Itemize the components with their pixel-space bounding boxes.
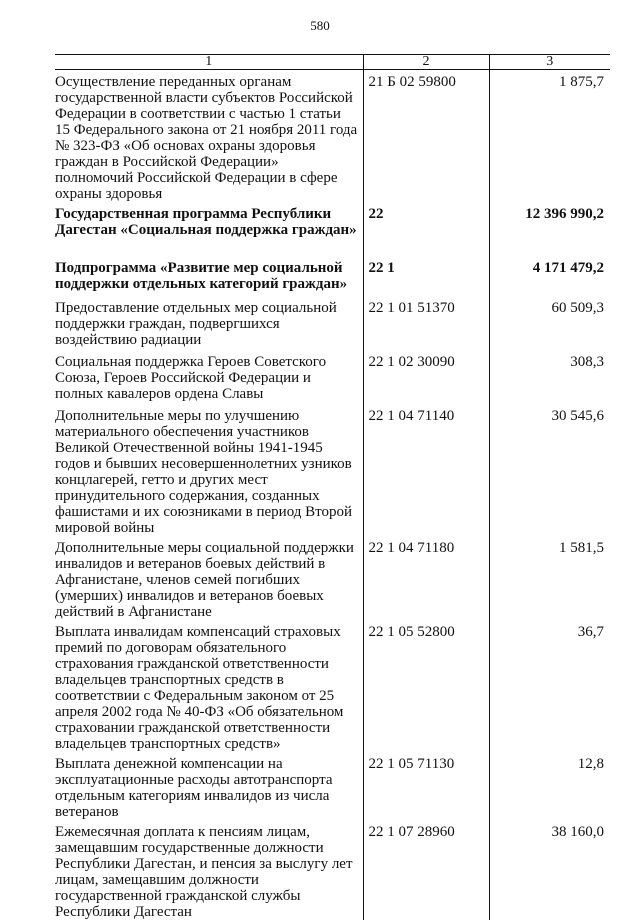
row-amount: 4 171 479,2 — [489, 256, 610, 296]
table-body — [55, 70, 610, 920]
row-name: Выплата денежной компенсации на эксплуатационные расходы автотранспорта отдельным категориям инвалидов из числа ветеранов — [55, 752, 363, 820]
row-name: Подпрограмма «Развитие мер социальной поддержки отдельных категорий граждан» — [55, 256, 363, 296]
budget-table-container — [55, 54, 610, 920]
page-number: 580 — [0, 18, 640, 34]
row-name: Государственная программа Республики Дагестан «Социальная поддержка граждан» — [55, 202, 363, 256]
row-name: Ежемесячная доплата к пенсиям лицам, замещавшим государственные должности Республики Дагестан, и пенсия за выслугу лет лицам, замещавшим должности государственной гражданской службы Республики Дагестан — [55, 820, 363, 920]
row-name: Дополнительные меры по улучшению материального обеспечения участников Великой Отечественной войны 1941-1945 годов и бывших несовершеннолетних узников концлагерей, гетто и других мест принудительного содержания, созданных фашистами и их союзниками в период Второй мировой войны — [55, 404, 363, 536]
row-code: 22 1 05 71130 — [363, 752, 489, 820]
table-row — [55, 350, 610, 404]
column-header-1: 1 — [55, 55, 363, 70]
table-row — [55, 256, 610, 296]
row-code: 22 1 01 51370 — [363, 296, 489, 350]
row-name: Осуществление переданных органам государственной власти субъектов Российской Федерации в соответствии с частью 1 статьи 15 Федерального закона от 21 ноября 2011 года № 323-ФЗ «Об основах охраны здоровья граждан в Российской Федерации» полномочий Российской Федерации в сфере охраны здоровья — [55, 70, 363, 203]
row-code: 22 1 — [363, 256, 489, 296]
row-code: 22 1 04 71140 — [363, 404, 489, 536]
row-amount: 1 581,5 — [489, 536, 610, 620]
table-row — [55, 620, 610, 752]
row-code: 22 1 04 71180 — [363, 536, 489, 620]
header-row — [55, 55, 610, 70]
row-code: 22 — [363, 202, 489, 256]
table-row — [55, 404, 610, 536]
row-name: Социальная поддержка Героев Советского Союза, Героев Российской Федерации и полных кавалеров ордена Славы — [55, 350, 363, 404]
table-header — [55, 55, 610, 70]
row-amount: 30 545,6 — [489, 404, 610, 536]
row-amount: 12 396 990,2 — [489, 202, 610, 256]
table-row — [55, 820, 610, 920]
row-amount: 12,8 — [489, 752, 610, 820]
table-row — [55, 296, 610, 350]
table-row — [55, 70, 610, 203]
column-header-3: 3 — [489, 55, 610, 70]
budget-table — [55, 54, 610, 920]
row-code: 22 1 07 28960 — [363, 820, 489, 920]
row-amount: 60 509,3 — [489, 296, 610, 350]
row-code: 22 1 05 52800 — [363, 620, 489, 752]
column-header-2: 2 — [363, 55, 489, 70]
table-row — [55, 752, 610, 820]
row-name: Дополнительные меры социальной поддержки инвалидов и ветеранов боевых действий в Афганистане, членов семей погибших (умерших) инвалидов и ветеранов боевых действий в Афганистане — [55, 536, 363, 620]
table-row — [55, 536, 610, 620]
row-code: 21 Б 02 59800 — [363, 70, 489, 203]
row-amount: 38 160,0 — [489, 820, 610, 920]
row-amount: 1 875,7 — [489, 70, 610, 203]
row-code: 22 1 02 30090 — [363, 350, 489, 404]
row-name: Предоставление отдельных мер социальной поддержки граждан, подвергшихся воздействию радиации — [55, 296, 363, 350]
row-name: Выплата инвалидам компенсаций страховых премий по договорам обязательного страхования гражданской ответственности владельцев транспортных средств в соответствии с Федеральным законом от 25 апреля 2002 года № 40-ФЗ «Об обязательном страховании гражданской ответственности владельцев транспортных средств» — [55, 620, 363, 752]
table-row — [55, 202, 610, 256]
row-amount: 308,3 — [489, 350, 610, 404]
row-amount: 36,7 — [489, 620, 610, 752]
